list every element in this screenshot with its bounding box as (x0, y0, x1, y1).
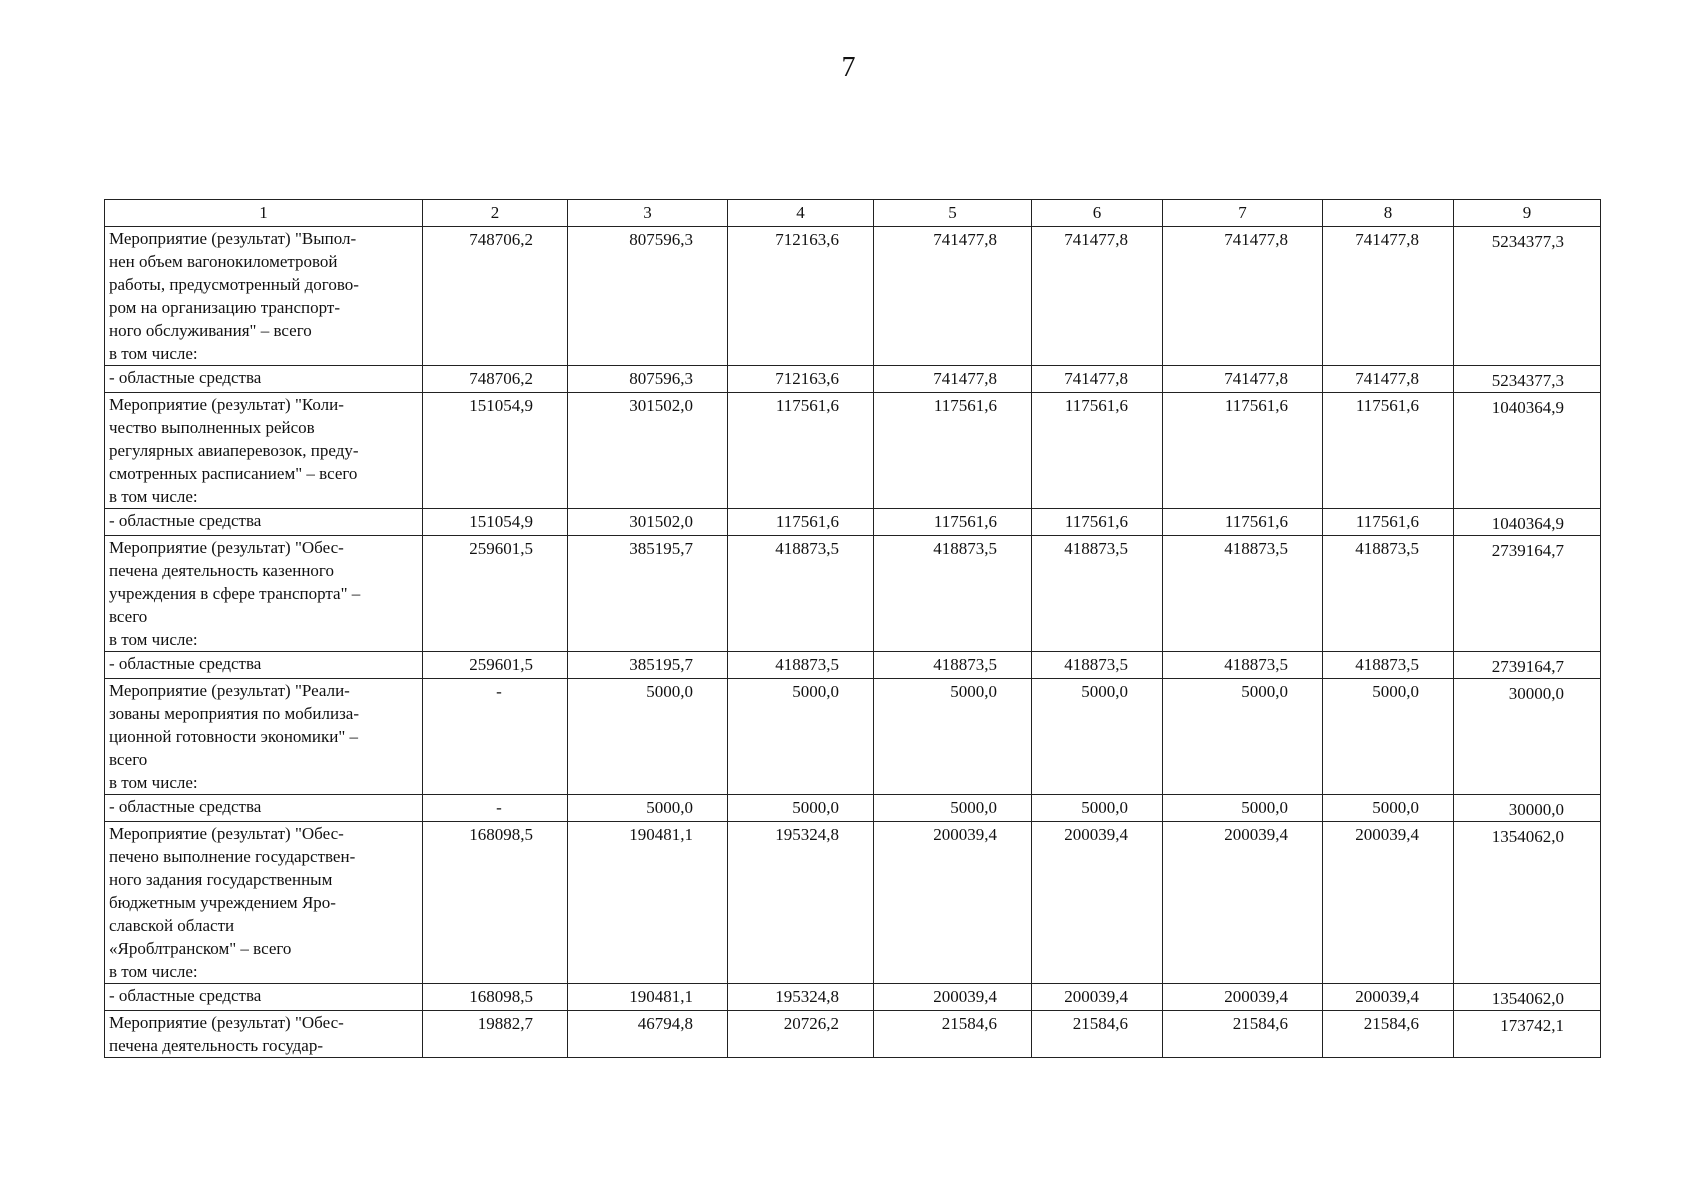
column-header: 5 (874, 200, 1032, 227)
activity-name-line: всего (109, 750, 148, 769)
activity-name-cell (105, 393, 423, 509)
activity-name-line: ного задания государственным (109, 870, 333, 889)
value-cell: 748706,2 (423, 227, 568, 366)
value-cell: 5000,0 (1032, 795, 1163, 822)
column-header: 9 (1454, 200, 1601, 227)
value-cell: 712163,6 (728, 227, 874, 366)
activity-name-line: ром на организацию транспорт- (109, 298, 340, 317)
value-cell: 5000,0 (1163, 679, 1323, 795)
value-cell: 748706,2 (423, 366, 568, 393)
activity-row (105, 679, 1601, 795)
value-cell: 5000,0 (1323, 679, 1454, 795)
value-cell: 117561,6 (1163, 393, 1323, 509)
value-cell: 418873,5 (874, 652, 1032, 679)
activity-name-line: печена деятельность казенного (109, 561, 334, 580)
value-cell: - (423, 679, 568, 795)
value-cell: 117561,6 (728, 509, 874, 536)
value-cell: 418873,5 (1323, 652, 1454, 679)
activity-name-cell (105, 227, 423, 366)
activity-name-line: Мероприятие (результат) "Обес- (109, 824, 344, 843)
activity-name-line: смотренных расписанием" – всего (109, 464, 358, 483)
value-cell: 741477,8 (1323, 366, 1454, 393)
value-cell: 200039,4 (1032, 822, 1163, 984)
activity-row (105, 822, 1601, 984)
header-row (105, 200, 1601, 227)
value-cell: 5000,0 (728, 679, 874, 795)
value-cell: 301502,0 (568, 393, 728, 509)
activity-name-line: - областные средства (109, 986, 262, 1005)
activity-name-line: ного обслуживания" – всего (109, 321, 312, 340)
value-cell: 418873,5 (1323, 536, 1454, 652)
activity-name-line: Мероприятие (результат) "Выпол- (109, 229, 357, 248)
total-cell: 173742,1 (1454, 1011, 1601, 1058)
value-cell: 741477,8 (874, 227, 1032, 366)
value-cell: 5000,0 (1032, 679, 1163, 795)
subtotal-row (105, 366, 1601, 393)
value-cell: 418873,5 (1163, 652, 1323, 679)
activity-name-line: в том числе: (109, 344, 198, 363)
value-cell: 5000,0 (1163, 795, 1323, 822)
column-header: 8 (1323, 200, 1454, 227)
value-cell: 807596,3 (568, 227, 728, 366)
value-cell: 195324,8 (728, 822, 874, 984)
value-cell: 385195,7 (568, 536, 728, 652)
funding-source-cell (105, 984, 423, 1011)
value-cell: 21584,6 (1323, 1011, 1454, 1058)
column-header: 3 (568, 200, 728, 227)
value-cell: - (423, 795, 568, 822)
value-cell: 741477,8 (874, 366, 1032, 393)
value-cell: 5000,0 (874, 679, 1032, 795)
subtotal-row (105, 652, 1601, 679)
page-number: 7 (841, 52, 856, 83)
subtotal-row (105, 795, 1601, 822)
value-cell: 259601,5 (423, 536, 568, 652)
activity-name-line: «Яроблтранском" – всего (109, 939, 292, 958)
value-cell: 741477,8 (1032, 366, 1163, 393)
activity-row (105, 393, 1601, 509)
column-header: 7 (1163, 200, 1323, 227)
value-cell: 151054,9 (423, 509, 568, 536)
column-header: 1 (105, 200, 423, 227)
value-cell: 741477,8 (1032, 227, 1163, 366)
value-cell: 807596,3 (568, 366, 728, 393)
value-cell: 200039,4 (1323, 984, 1454, 1011)
activity-name-line: печено выполнение государствен- (109, 847, 356, 866)
value-cell: 200039,4 (874, 984, 1032, 1011)
value-cell: 5000,0 (568, 795, 728, 822)
value-cell: 5000,0 (1323, 795, 1454, 822)
subtotal-row (105, 509, 1601, 536)
column-header: 6 (1032, 200, 1163, 227)
budget-table (104, 199, 1601, 1058)
activity-name-line: Мероприятие (результат) "Реали- (109, 681, 350, 700)
value-cell: 190481,1 (568, 822, 728, 984)
activity-name-line: учреждения в сфере транспорта" – (109, 584, 361, 603)
funding-source-cell (105, 652, 423, 679)
activity-name-line: работы, предусмотренный догово- (109, 275, 359, 294)
value-cell: 21584,6 (1032, 1011, 1163, 1058)
activity-row (105, 1011, 1601, 1058)
value-cell: 117561,6 (1032, 393, 1163, 509)
total-cell: 1040364,9 (1454, 509, 1601, 536)
value-cell: 5000,0 (728, 795, 874, 822)
value-cell: 418873,5 (728, 536, 874, 652)
value-cell: 117561,6 (1032, 509, 1163, 536)
total-cell: 5234377,3 (1454, 227, 1601, 366)
value-cell: 200039,4 (1323, 822, 1454, 984)
value-cell: 46794,8 (568, 1011, 728, 1058)
activity-name-line: регулярных авиаперевозок, преду- (109, 441, 359, 460)
value-cell: 418873,5 (728, 652, 874, 679)
activity-name-line: Мероприятие (результат) "Обес- (109, 1013, 344, 1032)
value-cell: 5000,0 (874, 795, 1032, 822)
activity-row (105, 227, 1601, 366)
total-cell: 2739164,7 (1454, 536, 1601, 652)
total-cell: 30000,0 (1454, 795, 1601, 822)
total-cell: 30000,0 (1454, 679, 1601, 795)
value-cell: 190481,1 (568, 984, 728, 1011)
total-cell: 1040364,9 (1454, 393, 1601, 509)
total-cell: 1354062,0 (1454, 984, 1601, 1011)
value-cell: 741477,8 (1163, 366, 1323, 393)
activity-row (105, 536, 1601, 652)
value-cell: 200039,4 (1032, 984, 1163, 1011)
activity-name-line: - областные средства (109, 368, 262, 387)
activity-name-line: всего (109, 607, 148, 626)
value-cell: 200039,4 (1163, 822, 1323, 984)
funding-source-cell (105, 366, 423, 393)
value-cell: 301502,0 (568, 509, 728, 536)
value-cell: 418873,5 (1032, 536, 1163, 652)
activity-name-line: печена деятельность государ- (109, 1036, 324, 1055)
total-cell: 5234377,3 (1454, 366, 1601, 393)
value-cell: 117561,6 (1323, 509, 1454, 536)
value-cell: 741477,8 (1163, 227, 1323, 366)
value-cell: 21584,6 (1163, 1011, 1323, 1058)
activity-name-line: в том числе: (109, 630, 198, 649)
activity-name-cell (105, 1011, 423, 1058)
activity-name-line: Мероприятие (результат) "Коли- (109, 395, 344, 414)
value-cell: 200039,4 (874, 822, 1032, 984)
funding-source-cell (105, 509, 423, 536)
activity-name-line: в том числе: (109, 487, 198, 506)
activity-name-line: - областные средства (109, 797, 262, 816)
value-cell: 20726,2 (728, 1011, 874, 1058)
activity-name-line: нен объем вагонокилометровой (109, 252, 338, 271)
activity-name-line: в том числе: (109, 773, 198, 792)
value-cell: 712163,6 (728, 366, 874, 393)
table-body (105, 200, 1601, 1058)
value-cell: 418873,5 (874, 536, 1032, 652)
activity-name-line: бюджетным учреждением Яро- (109, 893, 336, 912)
activity-name-line: Мероприятие (результат) "Обес- (109, 538, 344, 557)
value-cell: 385195,7 (568, 652, 728, 679)
total-cell: 1354062,0 (1454, 822, 1601, 984)
total-cell: 2739164,7 (1454, 652, 1601, 679)
value-cell: 168098,5 (423, 822, 568, 984)
value-cell: 117561,6 (874, 509, 1032, 536)
activity-name-cell (105, 536, 423, 652)
column-header: 4 (728, 200, 874, 227)
value-cell: 418873,5 (1032, 652, 1163, 679)
value-cell: 418873,5 (1163, 536, 1323, 652)
value-cell: 195324,8 (728, 984, 874, 1011)
value-cell: 117561,6 (1323, 393, 1454, 509)
value-cell: 741477,8 (1323, 227, 1454, 366)
activity-name-line: в том числе: (109, 962, 198, 981)
funding-source-cell (105, 795, 423, 822)
value-cell: 151054,9 (423, 393, 568, 509)
activity-name-cell (105, 822, 423, 984)
activity-name-line: ционной готовности экономики" – (109, 727, 359, 746)
subtotal-row (105, 984, 1601, 1011)
value-cell: 200039,4 (1163, 984, 1323, 1011)
value-cell: 117561,6 (874, 393, 1032, 509)
value-cell: 117561,6 (1163, 509, 1323, 536)
value-cell: 168098,5 (423, 984, 568, 1011)
activity-name-line: - областные средства (109, 654, 262, 673)
value-cell: 117561,6 (728, 393, 874, 509)
value-cell: 259601,5 (423, 652, 568, 679)
value-cell: 5000,0 (568, 679, 728, 795)
activity-name-line: славской области (109, 916, 235, 935)
column-header: 2 (423, 200, 568, 227)
activity-name-line: зованы мероприятия по мобилиза- (109, 704, 360, 723)
value-cell: 21584,6 (874, 1011, 1032, 1058)
activity-name-line: - областные средства (109, 511, 262, 530)
activity-name-line: чество выполненных рейсов (109, 418, 315, 437)
value-cell: 19882,7 (423, 1011, 568, 1058)
activity-name-cell (105, 679, 423, 795)
